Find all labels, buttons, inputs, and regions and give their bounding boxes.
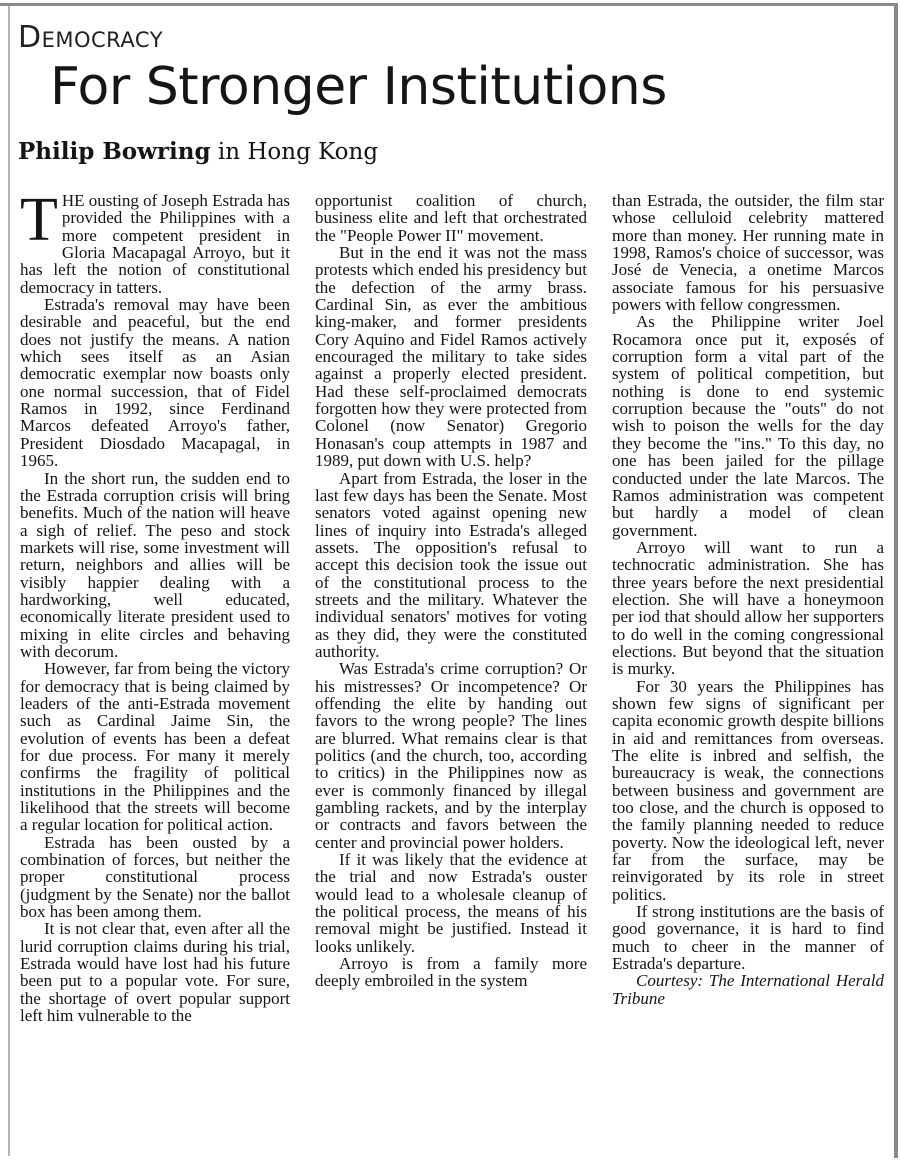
paragraph: In the short run, the sudden end to the Estrada corruption crisis will bring benefits. Much of the nation will heave a sigh of relief. The peso and stock markets will rise, some investment will return, neighbors and allies will be visibly happier dealing with a hardworking, well educated, economically literate president used to mixing in elite circles and behaving with decorum. — [20, 468, 290, 661]
paragraph: opportunist coalition of church, business elite and left that orchestrated the "People Power II" movement. — [315, 192, 587, 245]
drop-cap: T — [20, 192, 58, 254]
paragraph: For 30 years the Philippines has shown few signs of significant per capita economic growth despite billions in aid and remittances from overseas. The elite is inbred and selfish, the bureaucracy is weak, the connections between business and government are too close, and the church is opposed to the family planning needed to reduce poverty. Now the ideological left, never far from the surface, may be reinvigorated by its role in street politics. — [612, 676, 884, 904]
paragraph: If strong institutions are the basis of good governance, it is hard to find much to cheer in the manner of Estrada's departure. — [612, 902, 884, 974]
article-column-1 — [20, 192, 290, 1152]
paragraph: If it was likely that the evidence at the trial and now Estrada's ouster would lead to a wholesale cleanup of the political process, the means of his removal might be justified. Instead it looks unlikely. — [315, 850, 587, 956]
left-border — [8, 6, 10, 1156]
headline: For Stronger Institutions — [50, 57, 667, 117]
article-column-3 — [612, 192, 884, 1152]
paragraph: But in the end it was not the mass protests which ended his presidency but the defection of the army brass. Cardinal Sin, as ever the ambitious king-maker, and former presidents Cory Aquino and Fidel Ramos actively encouraged the military to take sides against a properly elected president. Had these self-proclaimed democrats forgotten how they were protected from Colonel (now Senator) Gregorio Honasan's coup attempts in 1987 and 1989, put down with U.S. help? — [315, 243, 587, 471]
byline — [18, 138, 378, 165]
paragraph: However, far from being the victory for democracy that is being claimed by leaders of the anti-Estrada movement such as Cardinal Jaime Sin, the evolution of events has been a defeat for due process. For many it merely confirms the fragility of political institutions in the Philippines and the likelihood that the streets will become a regular location for political action. — [20, 659, 290, 835]
paragraph-text: HE ousting of Joseph Estrada has provided the Philippines with a more competent president in Gloria Macapagal Arroyo, but it has left the notion of constitutional democracy in tatters. — [20, 192, 290, 297]
paragraph: than Estrada, the outsider, the film star whose celluloid celebrity mattered more than money. Her running mate in 1998, Ramos's choice of successor, was José de Venecia, a onetime Marcos associate famous for his persuasive powers with fellow congressmen. — [612, 192, 884, 315]
section-kicker: Democracy — [18, 20, 164, 55]
paragraph: Estrada's removal may have been desirable and peaceful, but the end does not justify the means. A nation which sees itself as an Asian democratic exemplar now boasts only one normal succession, that of Fidel Ramos in 1992, since Ferdinand Marcos defeated Arroyo's father, President Diosdado Macapagal, in 1965. — [20, 295, 290, 471]
right-border — [894, 3, 898, 1158]
byline-author: Philip Bowring — [18, 138, 211, 165]
paragraph: Estrada has been ousted by a combination of forces, but neither the proper constitutional process (judgment by the Senate) nor the ballot box has been among them. — [20, 832, 290, 922]
paragraph: As the Philippine writer Joel Rocamora once put it, exposés of corruption form a vital part of the system of political competition, but nothing is done to end systemic corruption because the "outs" do not wish to poison the wells for the day they become the "ins." To this day, no one has been jailed for the pillage conducted under the late Marcos. The Ramos administration was competent but hardly a model of clean government. — [612, 312, 884, 540]
top-border — [0, 3, 898, 6]
article-column-2 — [315, 192, 587, 1152]
paragraph: It is not clear that, even after all the lurid corruption claims during his trial, Estrada would have lost had his future been put to a popular vote. For sure, the shortage of overt popular support left him vulnerable to the — [20, 919, 290, 1026]
byline-location: in Hong Kong — [217, 139, 379, 165]
paragraph: Was Estrada's crime corruption? Or his mistresses? Or incompetence? Or offending the elite by handing out favors to the wrong people? The lines are blurred. What remains clear is that politics (and the church, too, according to critics) in the Philippines now as ever is commonly financed by illegal gambling rackets, and by the interplay or contracts and favors between the center and provincial power holders. — [315, 659, 587, 852]
paragraph: Arroyo will want to run a technocratic administration. She has three years before the next presidential election. She will have a honeymoon per iod that should allow her supporters to do well in the coming congressional elections. But beyond that the situation is murky. — [612, 537, 884, 679]
paragraph: Apart from Estrada, the loser in the last few days has been the Senate. Most senators voted against opening new lines of inquiry into Estrada's alleged assets. The opposition's refusal to accept this decision took the issue out of the constitutional process to the streets and the military. Whatever the individual senators' motives for voting as they did, they were the constituted authority. — [315, 468, 587, 661]
paragraph: Arroyo is from a family more deeply embroiled in the system — [315, 954, 587, 991]
paragraph — [20, 192, 290, 296]
courtesy-credit: Courtesy: The International Herald Tribune — [612, 971, 884, 1008]
